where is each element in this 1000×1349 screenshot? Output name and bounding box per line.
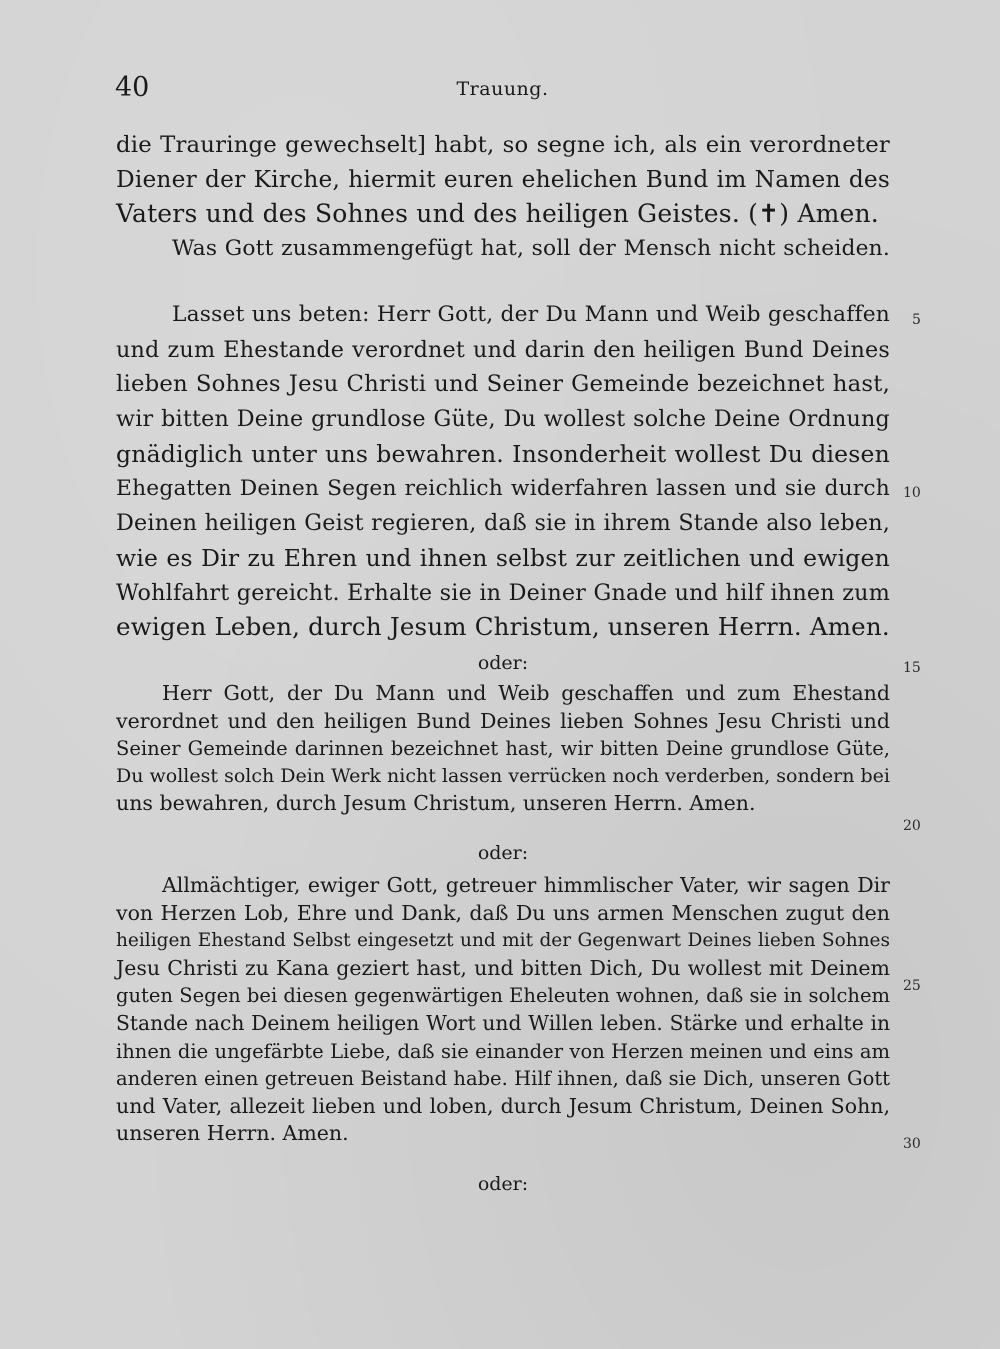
page-number: 40 [115,72,150,103]
text-line: Jesu Christi zu Kana geziert hast, und bitten Dich, Du wollest mit Deinem [116,955,890,980]
alternative-marker: oder: [477,652,529,674]
text-line: und Vater, allezeit lieben und loben, durch Jesum Christum, Deinen Sohn, [116,1093,890,1118]
paragraph-prayer-main [116,298,890,645]
text-line: Seiner Gemeinde darinnen bezeichnet hast, wir bitten Deine grundlose Güte, [116,737,890,761]
text-line: Ehegatten Deinen Segen reichlich widerfahren lassen und sie durch [116,475,890,501]
text-line: uns bewahren, durch Jesum Christum, unseren Herrn. Amen. [116,791,756,816]
text-line: Allmächtiger, ewiger Gott, getreuer himmlischer Vater, wir sagen Dir [162,873,890,897]
paragraph-blessing [116,128,890,267]
text-line: Stande nach Deinem heiligen Wort und Willen leben. Stärke und erhalte in [116,1010,890,1035]
text-line: guten Segen bei diesen gegenwärtigen Eheleuten wohnen, daß sie in solchem [116,984,890,1008]
text-line: von Herzen Lob, Ehre und Dank, daß Du uns armen Menschen zugut den [116,900,890,925]
text-line: Wohlfahrt gereicht. Erhalte sie in Deiner Gnade und hilf ihnen zum [116,579,890,606]
paragraph-prayer-alt-2 [116,872,890,1148]
margin-line-number: 30 [903,1136,921,1152]
text-line: ewigen Leben, durch Jesum Christum, unseren Herrn. Amen. [116,612,890,642]
text-line: Vaters und des Sohnes und des heiligen Geistes. (✝) Amen. [116,199,879,229]
margin-line-number: 25 [903,978,921,994]
page-header [115,72,890,106]
margin-line-number: 5 [912,312,921,328]
text-line: gnädiglich unter uns bewahren. Insonderheit wollest Du diesen [116,439,890,468]
text-line: verordnet und den heiligen Bund Deines lieben Sohnes Jesu Christi und [116,708,890,733]
text-line: und zum Ehestande verordnet und darin den heiligen Bund Deines [116,336,890,363]
alternative-marker: oder: [477,842,529,864]
text-line: lieben Sohnes Jesu Christi und Seiner Gemeinde bezeichnet hast, [116,371,890,398]
paragraph-prayer-alt-1 [116,680,890,818]
text-line: Deinen heiligen Geist regieren, daß sie in ihrem Stande also leben, [116,510,890,537]
text-line: Lasset uns beten: Herr Gott, der Du Mann und Weib geschaffen [172,302,890,327]
margin-line-number: 10 [903,485,921,501]
alternative-marker: oder: [477,1173,529,1195]
margin-line-number: 20 [903,818,921,834]
text-line: anderen einen getreuen Beistand habe. Hilf ihnen, daß sie Dich, unseren Gott [116,1067,890,1091]
text-line: unseren Herrn. Amen. [116,1121,349,1146]
running-head: Trauung. [456,78,549,100]
text-line: Diener der Kirche, hiermit euren ehelichen Bund im Namen des [116,165,890,193]
text-line: die Trauringe gewechselt] habt, so segne ich, als ein verordneter [116,132,890,158]
text-line: wie es Dir zu Ehren und ihnen selbst zur zeitlichen und ewigen [116,543,890,572]
text-line: ihnen die ungefärbte Liebe, daß sie einander von Herzen meinen und eins am [116,1039,890,1063]
text-line: Herr Gott, der Du Mann und Weib geschaffen und zum Ehestand [162,681,890,705]
margin-line-number: 15 [903,660,921,676]
text-line: wir bitten Deine grundlose Güte, Du wollest solche Deine Ordnung [116,406,890,433]
text-line: heiligen Ehestand Selbst eingesetzt und mit der Gegenwart Deines lieben Sohnes [116,930,890,952]
text-line: Was Gott zusammengefügt hat, soll der Mensch nicht scheiden. [172,236,890,262]
text-line: Du wollest solch Dein Werk nicht lassen verrücken noch verderben, sondern bei [116,764,890,787]
